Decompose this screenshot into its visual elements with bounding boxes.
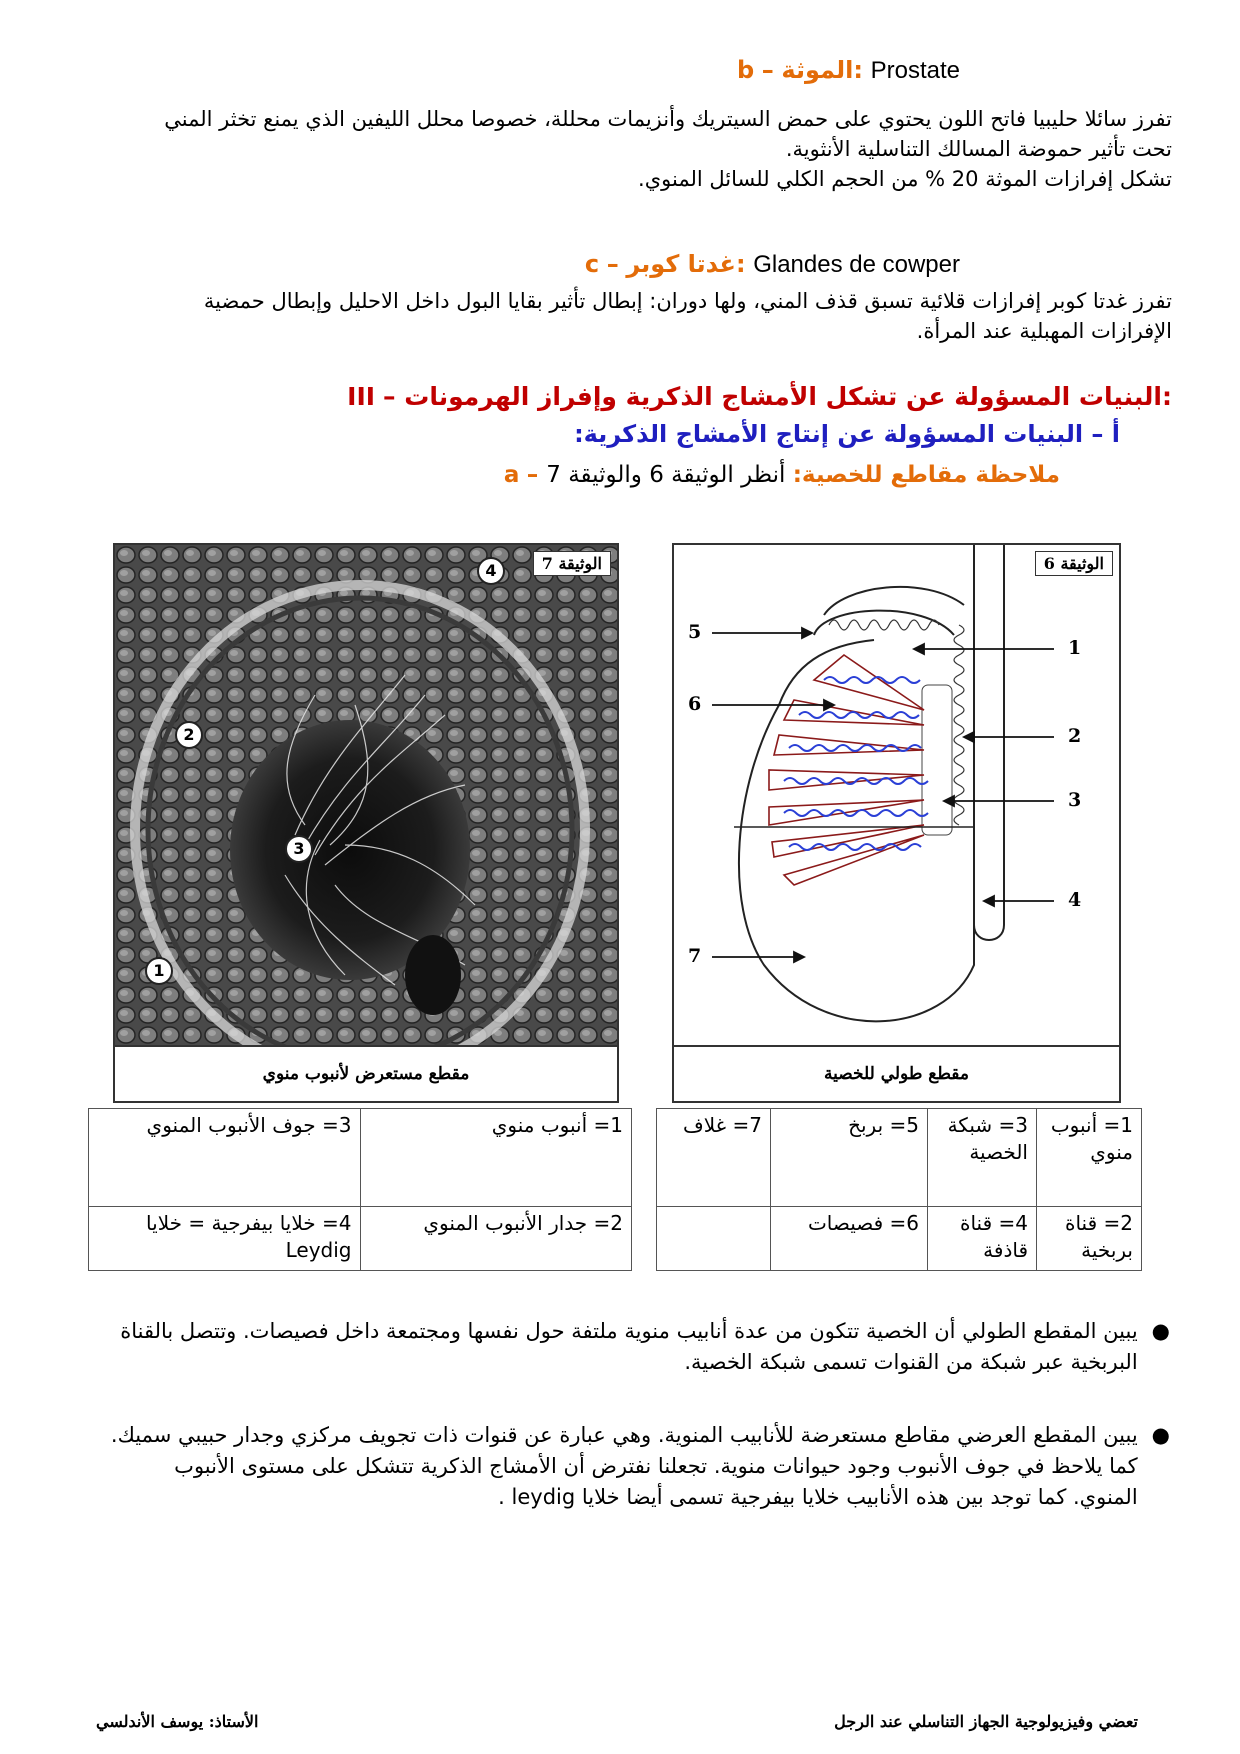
doc6-label-5: 5 [688, 621, 702, 643]
table-cell: 7= غلاف [657, 1109, 771, 1207]
bullet-2 [110, 1420, 1170, 1513]
section-b-title-en: Prostate [870, 57, 960, 84]
doc6-label-1: 1 [1068, 637, 1082, 659]
table-cell: 4= خلايا بيفرجية = خلايا Leydig [89, 1207, 361, 1271]
footer-teacher: الأستاذ: يوسف الأندلسي [96, 1712, 259, 1731]
doc7-label-1: 1 [145, 957, 173, 985]
section-III-sub-a: أ – البنيات المسؤولة عن إنتاج الأمشاج الذكرية: [574, 420, 1120, 448]
section-b-dash: – [761, 56, 774, 84]
table-cell: 1= أنبوب منوي [360, 1109, 632, 1207]
section-b-heading [737, 56, 960, 85]
testis-longitudinal-section-diagram [674, 545, 1119, 1045]
observation-heading [504, 462, 1060, 488]
section-c-line2: الإفرازات المهبلية عند المرأة. [916, 319, 1172, 343]
bullet-dot: ● [1151, 1423, 1170, 1447]
table-cell [657, 1207, 771, 1271]
bullet-dot: ● [1151, 1319, 1170, 1343]
bullet-2-text: يبين المقطع العرضي مقاطع مستعرضة للأنابيب المنوية. وهي عبارة عن قنوات ذات تجويف مركزي وجدار حبيبي سميك. كما يلاحظ في جوف الأنبوب وجود حيوانات منوية. تجعلنا نفترض أن الأمشاج الذكرية تتشكل على مستوى الأنبوب المنوي. كما توجد بين هذه الأنابيب خلايا بيفرجية تسمى أيضا خلايا leydig . [110, 1423, 1138, 1509]
section-III-title: – البنيات المسؤولة عن تشكل الأمشاج الذكرية وإفراز الهرمونات: [383, 382, 1172, 411]
doc7-legend-table [88, 1108, 632, 1271]
table-cell: 2= جدار الأنبوب المنوي [360, 1207, 632, 1271]
section-III-heading [347, 382, 1172, 411]
doc7-label-4: 4 [477, 557, 505, 585]
table-row [89, 1207, 632, 1271]
seminiferous-tubule-micrograph [115, 545, 617, 1045]
bullet-1-text: يبين المقطع الطولي أن الخصية تتكون من عدة أنابيب منوية ملتفة حول نفسها ومجتمعة داخل فصيصات. وتتصل بالقناة البربخية عبر شبكة من القنوات تسمى شبكة الخصية. [120, 1319, 1138, 1374]
doc6-label-7: 7 [688, 945, 702, 967]
section-b-letter: b [736, 56, 755, 84]
doc6-label-2: 2 [1068, 725, 1082, 747]
bullet-1 [70, 1316, 1170, 1378]
doc7-label-3: 3 [285, 835, 313, 863]
doc7-label-2: 2 [175, 721, 203, 749]
table-row [657, 1207, 1142, 1271]
observation-letter: a [503, 462, 520, 488]
table-cell: 4= قناة قاذفة [928, 1207, 1037, 1271]
document-7-caption: مقطع مستعرض لأنبوب منوي [115, 1045, 617, 1101]
document-6-tag: الوثيقة 6 [1035, 551, 1113, 576]
section-b-line1: تفرز سائلا حليبيا فاتح اللون يحتوي على حمض السيتريك وأنزيمات محللة، خصوصا محلل الليفين الذي يمنع تخثر المني [164, 107, 1172, 131]
table-cell: 2= قناة بربخية [1037, 1207, 1142, 1271]
doc6-label-3: 3 [1068, 789, 1082, 811]
document-7-figure [113, 543, 619, 1103]
section-c-body [62, 286, 1172, 346]
doc6-label-6: 6 [688, 693, 702, 715]
table-cell: 5= بربخ [771, 1109, 928, 1207]
observation-title: – ملاحظة مقاطع للخصية: [526, 462, 1060, 488]
section-b-title-ar: الموثة: [781, 56, 863, 84]
section-b-line2: تحت تأثير حموضة المسالك التناسلية الأنثوية. [785, 137, 1172, 161]
section-c-dash: – [606, 250, 619, 278]
table-cell: 3= جوف الأنبوب المنوي [89, 1109, 361, 1207]
document-6-figure [672, 543, 1121, 1103]
section-c-title-en: Glandes de cowper [753, 251, 960, 278]
observation-text: أنظر الوثيقة 6 والوثيقة 7 [546, 462, 786, 488]
section-c-line1: تفرز غدتا كوبر إفرازات قلائية تسبق قذف المني، ولها دوران: إبطال تأثير بقايا البول داخل الاحليل وإبطال حمضية [203, 289, 1172, 313]
table-cell: 1= أنبوب منوي [1037, 1109, 1142, 1207]
section-b-line3: تشكل إفرازات الموثة 20 % من الحجم الكلي للسائل المنوي. [638, 167, 1172, 191]
document-7-tag: الوثيقة 7 [533, 551, 611, 576]
doc6-label-4: 4 [1068, 889, 1082, 911]
document-6-caption: مقطع طولي للخصية [674, 1045, 1119, 1101]
section-c-title-ar: غدتا كوبر: [626, 250, 746, 278]
table-cell: 6= فصيصات [771, 1207, 928, 1271]
table-row [89, 1109, 632, 1207]
section-b-body [62, 104, 1172, 194]
section-c-letter: c [584, 250, 600, 278]
section-III-num: III [347, 382, 376, 411]
table-row [657, 1109, 1142, 1207]
doc6-legend-table [656, 1108, 1142, 1271]
footer-course-title: تعضي وفيزيولوجية الجهاز التناسلي عند الرجل [834, 1712, 1138, 1731]
section-c-heading [585, 250, 960, 279]
table-cell: 3= شبكة الخصية [928, 1109, 1037, 1207]
